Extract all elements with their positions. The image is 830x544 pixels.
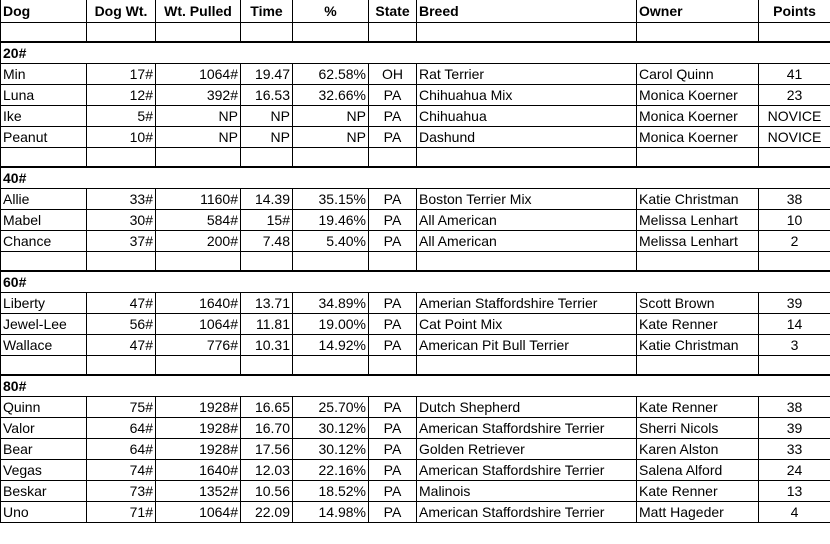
col-header-dog: Dog [1,0,87,23]
cell-percent: 25.70% [293,397,369,418]
cell-percent: 5.40% [293,231,369,252]
cell-percent: 19.46% [293,210,369,231]
cell-owner: Monica Koerner [637,85,759,106]
table-row [1,64,830,85]
cell-dog-weight: 47# [87,335,156,356]
cell-weight-pulled: NP [156,127,241,148]
spacer-cell [759,356,830,376]
cell-weight-pulled: 1064# [156,64,241,85]
weight-class-row [1,375,830,397]
cell-owner: Carol Quinn [637,64,759,85]
cell-percent: 22.16% [293,460,369,481]
cell-breed: American Pit Bull Terrier [417,335,637,356]
cell-time: 16.70 [241,418,293,439]
cell-time: 19.47 [241,64,293,85]
cell-time: 10.31 [241,335,293,356]
cell-owner: Sherri Nicols [637,418,759,439]
cell-owner: Karen Alston [637,439,759,460]
cell-state: PA [369,127,417,148]
weight-class-row [1,42,830,64]
cell-time: NP [241,106,293,127]
cell-time: 10.56 [241,481,293,502]
spacer-cell [759,148,830,168]
spacer-cell [417,23,637,43]
cell-owner: Katie Christman [637,189,759,210]
cell-weight-pulled: 392# [156,85,241,106]
spacer-cell [156,252,241,272]
cell-breed: American Staffordshire Terrier [417,502,637,523]
spacer-cell [637,356,759,376]
cell-weight-pulled: 1160# [156,189,241,210]
cell-time: 13.71 [241,293,293,314]
cell-points: 38 [759,397,830,418]
cell-percent: 18.52% [293,481,369,502]
cell-dog-weight: 37# [87,231,156,252]
cell-points: 13 [759,481,830,502]
cell-time: 17.56 [241,439,293,460]
cell-owner: Kate Renner [637,481,759,502]
cell-dog-name: Liberty [1,293,87,314]
cell-points: 39 [759,293,830,314]
cell-points: 3 [759,335,830,356]
cell-weight-pulled: 1064# [156,502,241,523]
cell-points: 24 [759,460,830,481]
cell-owner: Kate Renner [637,397,759,418]
cell-state: PA [369,418,417,439]
cell-owner: Melissa Lenhart [637,210,759,231]
cell-points: NOVICE [759,127,830,148]
spacer-cell [156,356,241,376]
cell-percent: 32.66% [293,85,369,106]
cell-percent: 14.92% [293,335,369,356]
table-row [1,460,830,481]
cell-breed: Golden Retriever [417,439,637,460]
cell-breed: Rat Terrier [417,64,637,85]
cell-state: PA [369,481,417,502]
cell-dog-name: Valor [1,418,87,439]
cell-dog-weight: 12# [87,85,156,106]
cell-breed: Boston Terrier Mix [417,189,637,210]
cell-dog-name: Ike [1,106,87,127]
cell-weight-pulled: 1928# [156,439,241,460]
spacer-row [1,23,830,43]
cell-dog-name: Luna [1,85,87,106]
cell-weight-pulled: 1640# [156,293,241,314]
cell-breed: Chihuahua Mix [417,85,637,106]
spacer-cell [759,23,830,43]
cell-points: 33 [759,439,830,460]
table-row [1,85,830,106]
cell-dog-weight: 64# [87,439,156,460]
cell-percent: NP [293,106,369,127]
cell-owner: Matt Hageder [637,502,759,523]
spacer-cell [87,148,156,168]
cell-dog-name: Chance [1,231,87,252]
cell-dog-name: Uno [1,502,87,523]
table-row [1,189,830,210]
spacer-cell [1,252,87,272]
spacer-cell [293,148,369,168]
spacer-cell [759,252,830,272]
cell-weight-pulled: 584# [156,210,241,231]
spacer-cell [1,356,87,376]
weight-class-label: 40# [1,167,830,189]
table-row [1,231,830,252]
cell-state: PA [369,439,417,460]
cell-state: PA [369,231,417,252]
cell-dog-name: Bear [1,439,87,460]
cell-state: PA [369,293,417,314]
cell-breed: Chihuahua [417,106,637,127]
spacer-cell [241,252,293,272]
col-header-points: Points [759,0,830,23]
cell-state: PA [369,397,417,418]
cell-weight-pulled: 1928# [156,418,241,439]
cell-state: PA [369,502,417,523]
table-row [1,127,830,148]
cell-owner: Monica Koerner [637,127,759,148]
spacer-cell [369,23,417,43]
cell-percent: 34.89% [293,293,369,314]
cell-breed: All American [417,231,637,252]
spacer-cell [241,356,293,376]
table-row [1,397,830,418]
cell-dog-weight: 75# [87,397,156,418]
cell-dog-name: Allie [1,189,87,210]
table-row [1,481,830,502]
cell-breed: Dashund [417,127,637,148]
cell-owner: Salena Alford [637,460,759,481]
spacer-cell [87,252,156,272]
cell-weight-pulled: NP [156,106,241,127]
cell-dog-weight: 30# [87,210,156,231]
weight-class-row [1,271,830,293]
cell-percent: 62.58% [293,64,369,85]
table-row [1,418,830,439]
cell-dog-name: Mabel [1,210,87,231]
cell-breed: Dutch Shepherd [417,397,637,418]
spacer-cell [417,356,637,376]
cell-dog-name: Peanut [1,127,87,148]
cell-dog-name: Jewel-Lee [1,314,87,335]
cell-owner: Scott Brown [637,293,759,314]
table-row [1,335,830,356]
spacer-cell [1,23,87,43]
cell-dog-name: Vegas [1,460,87,481]
cell-time: 12.03 [241,460,293,481]
spacer-cell [637,252,759,272]
cell-owner: Monica Koerner [637,106,759,127]
spacer-cell [1,148,87,168]
cell-points: 38 [759,189,830,210]
cell-percent: 30.12% [293,439,369,460]
cell-time: 15# [241,210,293,231]
cell-weight-pulled: 1640# [156,460,241,481]
cell-state: PA [369,314,417,335]
cell-weight-pulled: 200# [156,231,241,252]
spacer-cell [417,252,637,272]
spacer-cell [369,148,417,168]
cell-dog-name: Quinn [1,397,87,418]
cell-time: 11.81 [241,314,293,335]
cell-dog-weight: 17# [87,64,156,85]
spacer-row [1,356,830,376]
cell-state: PA [369,189,417,210]
cell-dog-weight: 73# [87,481,156,502]
cell-points: 41 [759,64,830,85]
cell-weight-pulled: 1928# [156,397,241,418]
cell-points: 10 [759,210,830,231]
spacer-cell [369,252,417,272]
col-header-weight-pulled: Wt. Pulled [156,0,241,23]
spacer-cell [156,23,241,43]
col-header-owner: Owner [637,0,759,23]
cell-breed: American Staffordshire Terrier [417,418,637,439]
spacer-cell [241,148,293,168]
cell-dog-name: Beskar [1,481,87,502]
col-header-state: State [369,0,417,23]
weight-class-row [1,167,830,189]
cell-percent: NP [293,127,369,148]
cell-dog-weight: 33# [87,189,156,210]
table-row [1,210,830,231]
weight-class-label: 20# [1,42,830,64]
spacer-cell [637,148,759,168]
cell-breed: Amerian Staffordshire Terrier [417,293,637,314]
cell-state: PA [369,106,417,127]
spacer-row [1,148,830,168]
cell-time: 16.53 [241,85,293,106]
spacer-cell [87,23,156,43]
cell-dog-weight: 10# [87,127,156,148]
spacer-cell [156,148,241,168]
table-row [1,106,830,127]
spacer-cell [293,252,369,272]
col-header-dog-weight: Dog Wt. [87,0,156,23]
cell-breed: All American [417,210,637,231]
cell-percent: 14.98% [293,502,369,523]
cell-points: 14 [759,314,830,335]
cell-weight-pulled: 776# [156,335,241,356]
cell-dog-name: Wallace [1,335,87,356]
cell-dog-weight: 74# [87,460,156,481]
col-header-time: Time [241,0,293,23]
cell-owner: Melissa Lenhart [637,231,759,252]
table-row [1,293,830,314]
table-body [1,23,830,523]
spacer-cell [293,23,369,43]
cell-points: 4 [759,502,830,523]
cell-time: 14.39 [241,189,293,210]
cell-percent: 19.00% [293,314,369,335]
cell-points: 2 [759,231,830,252]
spacer-cell [87,356,156,376]
spacer-cell [417,148,637,168]
col-header-percent: % [293,0,369,23]
cell-state: OH [369,64,417,85]
cell-breed: Cat Point Mix [417,314,637,335]
spacer-cell [637,23,759,43]
cell-points: 39 [759,418,830,439]
cell-owner: Kate Renner [637,314,759,335]
cell-time: 22.09 [241,502,293,523]
cell-dog-weight: 47# [87,293,156,314]
cell-dog-name: Min [1,64,87,85]
cell-breed: American Staffordshire Terrier [417,460,637,481]
cell-time: 16.65 [241,397,293,418]
spacer-cell [241,23,293,43]
cell-state: PA [369,335,417,356]
cell-weight-pulled: 1064# [156,314,241,335]
cell-dog-weight: 71# [87,502,156,523]
cell-breed: Malinois [417,481,637,502]
weight-class-label: 80# [1,375,830,397]
cell-weight-pulled: 1352# [156,481,241,502]
cell-state: PA [369,85,417,106]
cell-points: 23 [759,85,830,106]
cell-dog-weight: 56# [87,314,156,335]
cell-percent: 30.12% [293,418,369,439]
table-row [1,502,830,523]
header-row [1,0,830,23]
table-row [1,439,830,460]
cell-owner: Katie Christman [637,335,759,356]
cell-time: NP [241,127,293,148]
cell-dog-weight: 5# [87,106,156,127]
cell-points: NOVICE [759,106,830,127]
weight-class-label: 60# [1,271,830,293]
table-row [1,314,830,335]
cell-dog-weight: 64# [87,418,156,439]
cell-percent: 35.15% [293,189,369,210]
spacer-cell [293,356,369,376]
cell-state: PA [369,210,417,231]
cell-time: 7.48 [241,231,293,252]
cell-state: PA [369,460,417,481]
col-header-breed: Breed [417,0,637,23]
spacer-row [1,252,830,272]
spacer-cell [369,356,417,376]
